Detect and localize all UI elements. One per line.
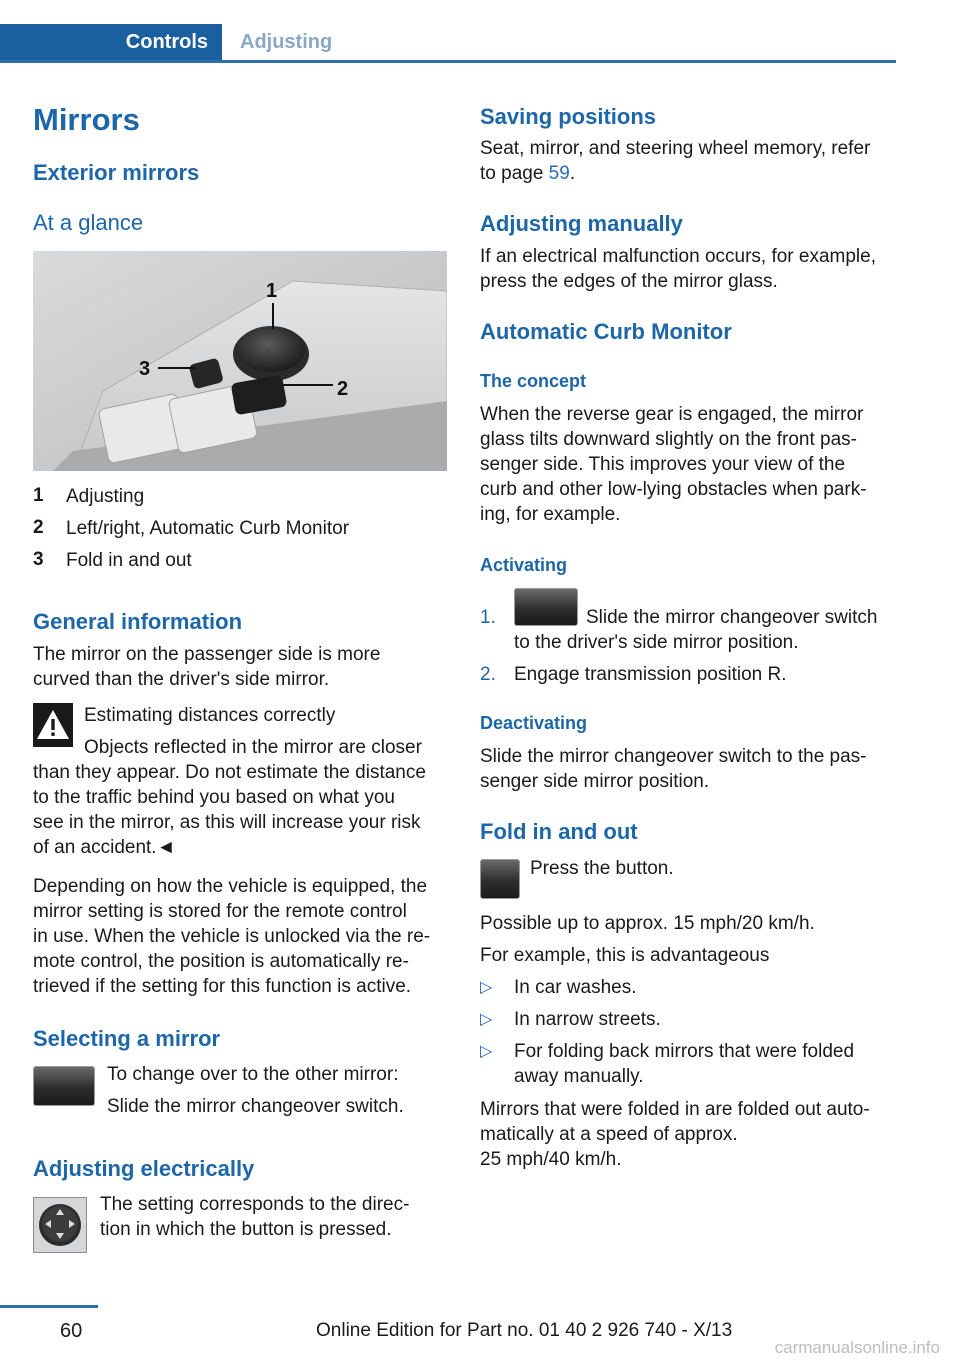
warning-line: than they appear. Do not estimate the distance — [33, 762, 426, 783]
paragraph-line: Seat, mirror, and steering wheel memory, refer — [480, 138, 871, 159]
legend-text: Adjusting — [66, 486, 145, 507]
paragraph-line: Possible up to approx. 15 mph/20 km/h. — [480, 913, 815, 934]
mirror-controls-illustration — [33, 251, 447, 471]
paragraph-line: Mirrors that were folded in are folded out auto‐ — [480, 1099, 870, 1120]
paragraph-line: Slide the mirror changeover switch to the pas‐ — [480, 746, 867, 767]
step-number: 1. — [480, 607, 496, 628]
section-heading-automatic-curb-monitor: Automatic Curb Monitor — [480, 319, 732, 344]
paragraph-line: The mirror on the passenger side is more — [33, 644, 381, 665]
header-rule — [0, 60, 896, 63]
legend-number: 1 — [33, 485, 44, 506]
paragraph-line: To change over to the other mirror: — [107, 1064, 399, 1085]
paragraph-line: When the reverse gear is engaged, the mirror — [480, 404, 864, 425]
step-text: to the driver's side mirror position. — [514, 632, 799, 653]
tab-controls[interactable]: Controls — [0, 24, 222, 61]
subheading-deactivating: Deactivating — [480, 713, 588, 733]
paragraph-line: matically at a speed of approx. — [480, 1124, 738, 1145]
list-item: In narrow streets. — [514, 1009, 661, 1030]
warning-title: Estimating distances correctly — [84, 705, 336, 726]
mirror-changeover-switch-icon — [33, 1066, 95, 1106]
fold-button-icon — [480, 859, 520, 899]
section-heading-fold-in-and-out: Fold in and out — [480, 819, 638, 844]
paragraph-line — [480, 161, 575, 186]
figure-callout-3: 3 — [139, 358, 151, 380]
watermark: carmanualsonline.info — [774, 1338, 940, 1357]
paragraph-line: mirror setting is stored for the remote control — [33, 901, 407, 922]
footer-rule — [0, 1305, 98, 1308]
mirror-controls-figure — [33, 251, 447, 471]
online-edition-note: Online Edition for Part no. 01 40 2 926 740 - X/13 — [316, 1320, 733, 1341]
warning-line: to the traffic behind you based on what you — [33, 787, 395, 808]
paragraph-line: in use. When the vehicle is unlocked via the re‐ — [33, 926, 431, 947]
mirror-adjust-joystick-icon — [33, 1197, 87, 1258]
list-item: away manually. — [514, 1066, 644, 1087]
warning-line: see in the mirror, as this will increase your risk — [33, 812, 421, 833]
section-heading-adjusting-electrically: Adjusting electrically — [33, 1156, 255, 1181]
paragraph-line: mote control, the position is automatically re‐ — [33, 951, 409, 972]
section-heading-saving-positions: Saving positions — [480, 104, 657, 129]
bullet-icon: ▷ — [480, 1011, 493, 1028]
paragraph-line: trieved if the setting for this function is active. — [33, 976, 412, 997]
section-heading-exterior-mirrors: Exterior mirrors — [33, 160, 200, 185]
section-heading-at-a-glance: At a glance — [33, 210, 144, 235]
mirror-changeover-switch-icon — [514, 588, 578, 626]
page-title: Mirrors — [33, 102, 140, 137]
tab-adjusting[interactable]: Adjusting — [240, 31, 333, 53]
step-number: 2. — [480, 664, 496, 685]
paragraph-line: If an electrical malfunction occurs, for example, — [480, 246, 877, 267]
bullet-icon: ▷ — [480, 979, 493, 996]
warning-line: Objects reflected in the mirror are closer — [84, 737, 422, 758]
text-span: to page — [480, 163, 549, 184]
paragraph-line: Depending on how the vehicle is equipped, the — [33, 876, 428, 897]
legend-number: 2 — [33, 517, 44, 538]
paragraph-line: curb and other low-lying obstacles when park‐ — [480, 479, 867, 500]
paragraph-line: glass tilts downward slightly on the front pas‐ — [480, 429, 858, 450]
paragraph-line: curved than the driver's side mirror. — [33, 669, 330, 690]
bullet-icon: ▷ — [480, 1043, 493, 1060]
figure-callout-1: 1 — [266, 280, 278, 302]
paragraph-line: ing, for example. — [480, 504, 621, 525]
step-text: Engage transmission position R. — [514, 664, 787, 685]
paragraph-line: Press the button. — [530, 858, 674, 879]
step-text: Slide the mirror changeover switch — [586, 607, 878, 628]
subheading-the-concept: The concept — [480, 371, 587, 391]
text-span: . — [569, 163, 576, 184]
paragraph-line: 25 mph/40 km/h. — [480, 1149, 622, 1170]
warning-triangle-icon — [33, 703, 73, 752]
paragraph-line: tion in which the button is pressed. — [100, 1219, 392, 1240]
paragraph-line: Slide the mirror changeover switch. — [107, 1096, 404, 1117]
paragraph-line: press the edges of the mirror glass. — [480, 271, 778, 292]
paragraph-line: senger side mirror position. — [480, 771, 710, 792]
paragraph-line: The setting corresponds to the direc‐ — [100, 1194, 410, 1215]
section-heading-general-information: General information — [33, 609, 243, 634]
subheading-activating: Activating — [480, 555, 568, 575]
page-59-link[interactable]: 59 — [548, 163, 570, 184]
section-heading-adjusting-manually: Adjusting manually — [480, 211, 683, 236]
legend-number: 3 — [33, 549, 44, 570]
page-number: 60 — [60, 1320, 83, 1342]
section-heading-selecting-a-mirror: Selecting a mirror — [33, 1026, 221, 1051]
list-item: In car washes. — [514, 977, 637, 998]
legend-text: Left/right, Automatic Curb Monitor — [66, 518, 350, 539]
warning-line: of an accident.◄ — [33, 837, 176, 858]
legend-text: Fold in and out — [66, 550, 192, 571]
paragraph-line: For example, this is advantageous — [480, 945, 770, 966]
figure-callout-2: 2 — [337, 378, 349, 400]
paragraph-line: senger side. This improves your view of the — [480, 454, 846, 475]
list-item: For folding back mirrors that were folded — [514, 1041, 855, 1062]
